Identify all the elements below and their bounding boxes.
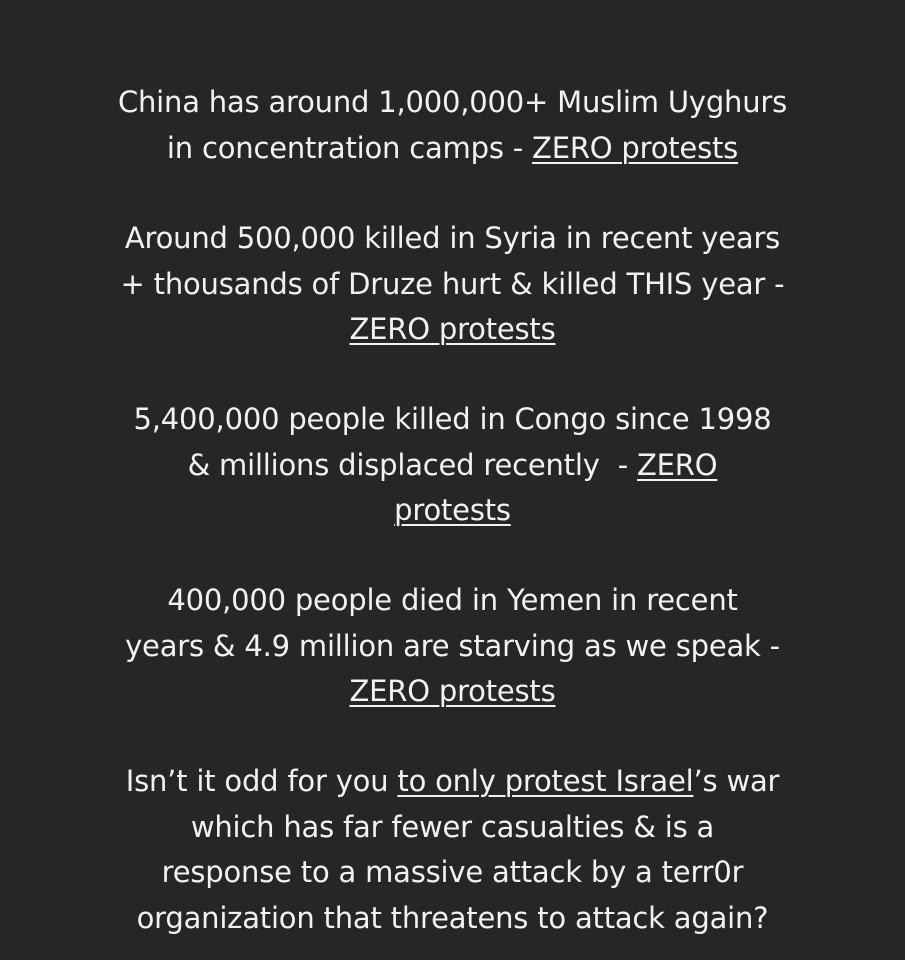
text-line: & millions displaced recently - ZERO bbox=[187, 447, 718, 482]
text-line: organization that threatens to attack again? bbox=[136, 900, 769, 935]
paragraph-syria bbox=[60, 216, 845, 353]
zero-protests-underlined: ZERO protests bbox=[532, 130, 739, 165]
protest-israel-underlined: to only protest Israel bbox=[397, 764, 694, 798]
text-line: Isn’t it odd for you to only protest Israel’s war bbox=[125, 764, 780, 798]
text-line bbox=[60, 488, 845, 534]
zero-protests-underlined: ZERO protests bbox=[349, 674, 556, 708]
text-line bbox=[60, 669, 845, 715]
paragraph-congo bbox=[60, 397, 845, 534]
text-line: Around 500,000 killed in Syria in recent years bbox=[124, 221, 781, 255]
text-line: + thousands of Druze hurt & killed THIS year - bbox=[120, 266, 785, 301]
text-line bbox=[60, 307, 845, 353]
text-line: 5,400,000 people killed in Congo since 1998 bbox=[133, 402, 772, 436]
paragraph-yemen bbox=[60, 578, 845, 715]
paragraph-conclusion bbox=[60, 759, 845, 941]
paragraph-uyghurs bbox=[60, 80, 845, 171]
protests-underlined: protests bbox=[394, 493, 511, 527]
text-line: which has far fewer casualties & is a bbox=[190, 809, 715, 844]
text-line: China has around 1,000,000+ Muslim Uyghurs bbox=[117, 85, 788, 119]
zero-protests-underlined: ZERO protests bbox=[349, 312, 556, 346]
text-line: 400,000 people died in Yemen in recent bbox=[167, 583, 738, 617]
zero-underlined: ZERO bbox=[637, 447, 718, 482]
text-line: response to a massive attack by a terr0r bbox=[161, 855, 744, 889]
text-line: years & 4.9 million are starving as we speak - bbox=[125, 628, 780, 663]
text-line: in concentration camps - ZERO protests bbox=[166, 130, 739, 165]
